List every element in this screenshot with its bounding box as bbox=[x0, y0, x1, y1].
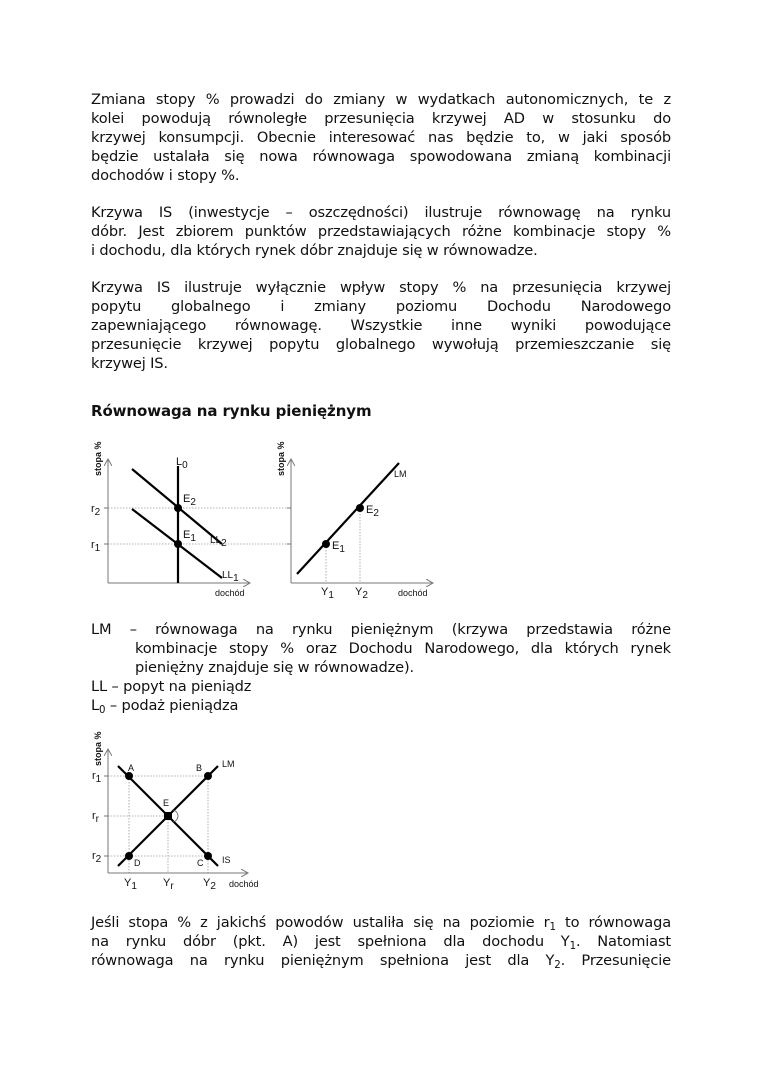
text-line: dóbr. Jest zbiorem punktów przedstawiających różne kombinacje stopy % bbox=[91, 223, 671, 240]
E2-label: E2 bbox=[183, 493, 196, 508]
E-label: E bbox=[163, 798, 170, 808]
lm-definition-text: – równowaga na rynku pieniężnym (krzywa przedstawia różne bbox=[129, 621, 671, 638]
Y1-label: Y1 bbox=[321, 586, 334, 601]
text-line: i dochodu, dla których rynek dóbr znajduje się w równowadze. bbox=[91, 242, 538, 259]
text-line: popytu globalnego i zmiany poziomu Dochodu Narodowego bbox=[91, 298, 671, 315]
l0-definition-text: – podaż pieniądza bbox=[105, 697, 239, 714]
point-E bbox=[164, 812, 172, 820]
text-line: będzie ustalała się nowa równowaga spowodowana zmianą kombinacji bbox=[91, 148, 671, 165]
text-line: równowaga na rynku pieniężnym spełniona jest dla $Y_2$. Przesunięcie bbox=[91, 952, 671, 971]
LL2-label: LL2 bbox=[210, 535, 227, 549]
r1-label: r1 bbox=[91, 539, 101, 554]
r2-label: r2 bbox=[92, 850, 102, 865]
equilibrium-point-E1 bbox=[322, 540, 330, 548]
D-label: D bbox=[134, 858, 141, 868]
l0-definition bbox=[91, 696, 671, 715]
LM-label: LM bbox=[394, 469, 407, 479]
B-label: B bbox=[196, 763, 203, 773]
E1-label: E1 bbox=[183, 529, 196, 544]
ll-definition: LL – popyt na pieniądz bbox=[91, 678, 252, 695]
lm-definition-line bbox=[91, 620, 671, 639]
L0-label: L0 bbox=[176, 456, 188, 471]
diagram-is-lm bbox=[92, 731, 259, 892]
LL1-label: LL1 bbox=[222, 570, 239, 584]
point-C bbox=[204, 852, 212, 860]
equilibrium-point-E2 bbox=[174, 504, 182, 512]
point-D bbox=[125, 852, 133, 860]
IS-label: IS bbox=[222, 855, 231, 865]
A-label: A bbox=[128, 763, 135, 773]
text-line: na rynku dóbr (pkt. A) jest spełniona dla dochodu $Y_1$. Natomiast bbox=[91, 933, 671, 952]
Y2-label: Y2 bbox=[355, 586, 368, 601]
lm-definition-line: pieniężny znajduje się w równowadze). bbox=[135, 659, 414, 676]
lm-definition-line: kombinacje stopy % oraz Dochodu Narodowego, dla których rynek bbox=[135, 640, 671, 657]
text-line: Jeśli stopa % z jakichś powodów ustaliła się na poziomie $r_1$ to równowaga bbox=[91, 914, 671, 933]
Y2-label: Y2 bbox=[203, 877, 216, 892]
point-A bbox=[125, 772, 133, 780]
l0-term: L bbox=[91, 697, 99, 714]
lm-curve bbox=[297, 463, 399, 574]
text-line: przesunięcie krzywej popytu globalnego wywołują przemieszczanie się bbox=[91, 336, 671, 353]
x-axis-label: dochód bbox=[398, 588, 428, 598]
E1-label: E1 bbox=[332, 540, 345, 555]
C-label: C bbox=[197, 858, 204, 868]
legend-definitions bbox=[91, 620, 671, 715]
text-line: Krzywa IS (inwestycje – oszczędności) ilustruje równowagę na rynku bbox=[91, 204, 671, 221]
x-axis-label: dochód bbox=[215, 588, 245, 598]
y-axis-label: stopa % bbox=[93, 731, 103, 766]
r2-label: r2 bbox=[91, 503, 101, 518]
Yr-label: Yr bbox=[163, 877, 174, 892]
text-line: Krzywa IS ilustruje wyłącznie wpływ stopy % na przesunięcia krzywej bbox=[91, 279, 671, 296]
x-axis-label: dochód bbox=[229, 879, 259, 889]
LM-label: LM bbox=[222, 759, 235, 769]
text-line: dochodów i stopy %. bbox=[91, 167, 240, 184]
text-line: krzywej IS. bbox=[91, 355, 168, 372]
paragraph-rate-r1-explanation bbox=[91, 913, 671, 970]
section-heading: Równowaga na rynku pieniężnym bbox=[91, 402, 372, 420]
diagram-lm-curve bbox=[276, 441, 433, 601]
text-line: krzywej konsumpcji. Obecnie interesować nas będzie to, w jaki sposób bbox=[91, 129, 671, 146]
text-line: zapewniającego równowagę. Wszystkie inne wyniki powodujące bbox=[91, 317, 671, 334]
rr-label: rr bbox=[92, 810, 100, 825]
E2-label: E2 bbox=[366, 504, 379, 519]
lm-term: LM bbox=[91, 621, 112, 638]
y-axis-label: stopa % bbox=[276, 441, 286, 476]
text-line: kolei powodują równoległe przesunięcia krzywej AD w stosunku do bbox=[91, 110, 671, 127]
text-line: Zmiana stopy % prowadzi do zmiany w wydatkach autonomicznych, te z bbox=[91, 91, 671, 108]
equilibrium-point-E2 bbox=[356, 504, 364, 512]
diagram-money-demand-supply bbox=[91, 441, 291, 598]
y-axis-label: stopa % bbox=[93, 441, 103, 476]
Y1-label: Y1 bbox=[124, 877, 137, 892]
l0-subscript: 0 bbox=[98, 705, 106, 716]
point-B bbox=[204, 772, 212, 780]
r1-label: r1 bbox=[92, 770, 102, 785]
equilibrium-point-E1 bbox=[174, 540, 182, 548]
